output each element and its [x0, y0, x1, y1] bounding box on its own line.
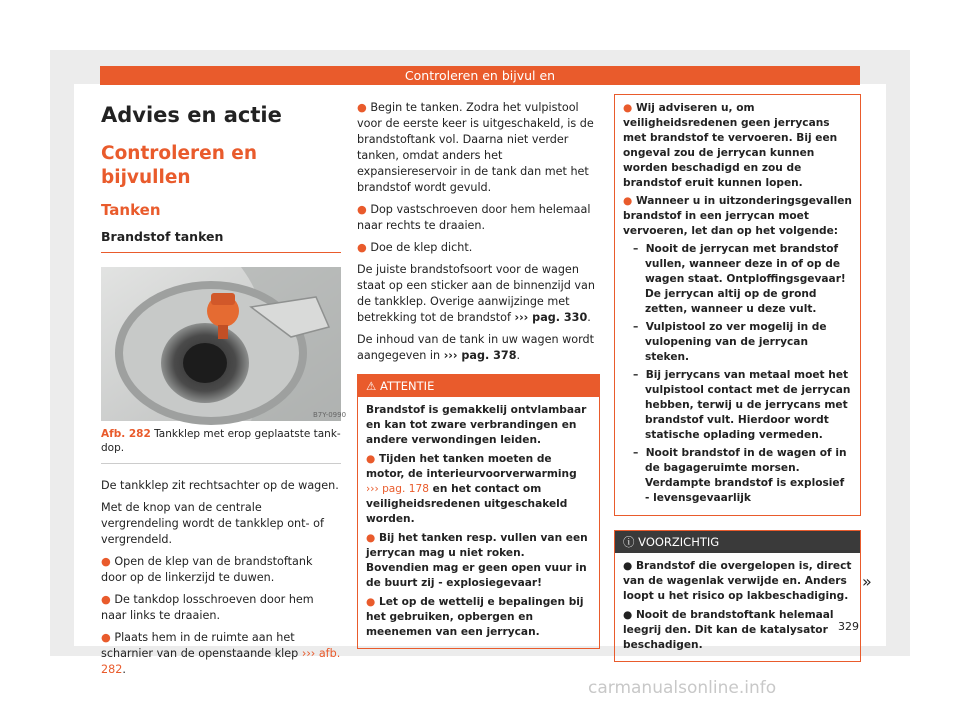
warning-header [358, 375, 599, 397]
page-reference-link[interactable]: ››› pag. 178 [366, 483, 429, 495]
dash-item: – Bij jerrycans van metaal moet het vulpistool contact met de jerrycan hebben, terwij u de jerrycans met brandstof vult. Hierdoor wordt statische oplading vermeden. [633, 369, 851, 441]
heading-advice: Advies en actie [101, 103, 282, 127]
bullet-icon: ● [101, 631, 111, 644]
bullet-icon: ● [357, 241, 367, 254]
caution-circle-icon: ⓘ [623, 535, 635, 549]
caption-text: Tankklep met erop geplaatste tankdop. [101, 428, 341, 454]
dash-item: – Vulpistool zo ver mogelij in de vulopening van de jerrycan steken. [633, 321, 827, 363]
caution-title: VOORZICHTIG [638, 535, 720, 549]
paragraph: Met de knop van de centrale vergrendeling wordt de tankklep ont- of vergrendeld. [101, 501, 324, 546]
warning-body [358, 397, 599, 648]
dash-item: – Nooit brandstof in de wagen of in de bagageruimte morsen. Verdampte brandstof is explosief - levensgevaarlijk [633, 447, 847, 504]
heading-refuel: Tanken [101, 201, 161, 219]
paragraph: De tankklep zit rechtsachter op de wagen. [101, 479, 339, 492]
section-header: Controleren en bijvul en [100, 66, 860, 85]
figure-reference-link[interactable]: ››› afb. 282 [101, 647, 341, 676]
list-item: ● Plaats hem in de ruimte aan het scharnier van de openstaande klep ››› afb. 282. [101, 631, 341, 676]
list-item: ● Open de klep van de brandstoftank door op de linkerzijd te duwen. [101, 555, 313, 584]
fuel-cap-figure [101, 267, 347, 421]
list-item: ● De tankdop losschroeven door hem naar links te draaien. [101, 593, 314, 622]
warning-triangle-icon: ⚠ [366, 379, 377, 393]
list-item: ● Bij het tanken resp. vullen van een jerrycan mag u niet roken. Bovendien mag er geen open vuur in de buurt zij - explosiegevaar! [366, 532, 588, 589]
column-1 [101, 100, 347, 684]
bullet-icon: ● [366, 596, 376, 608]
figure-caption [101, 427, 341, 464]
bullet-icon: ● [623, 195, 633, 207]
list-item: ● Doe de klep dicht. [357, 241, 473, 254]
page-reference-link[interactable]: ››› pag. 330 [514, 311, 588, 324]
bullet-icon: ● [357, 203, 367, 216]
caption-number: Afb. 282 [101, 428, 151, 440]
list-item: ● Wij adviseren u, om veiligheidsredenen geen jerrycans met brandstof te vervoeren. Bij een ongeval zou de jerrycan kunnen worden beschadigd en zou de brandstof eruit kunnen lopen. [623, 102, 838, 189]
bullet-icon: ● [357, 101, 367, 114]
warning-title: ATTENTIE [379, 379, 435, 393]
heading-fuel-refuel: Brandstof tanken [101, 228, 341, 253]
caution-box [614, 530, 861, 662]
figure-code: B7Y-0990 [313, 411, 347, 419]
dash-item: – Nooit de jerrycan met brandstof vullen, wanneer deze in of op de wagen staat. Ontploffingsgevaar! De jerrycan altij op de grond zetten, wanneer u deze vult. [633, 243, 846, 315]
list-item: ● Wanneer u in uitzonderingsgevallen brandstof in een jerrycan moet vervoeren, let dan op het volgende: [623, 195, 852, 237]
heading-check-refill: Controleren en bijvullen [101, 143, 258, 188]
continue-arrow-icon: » [862, 572, 872, 591]
caution-body [615, 553, 860, 661]
list-item: ● Begin te tanken. Zodra het vulpistool voor de eerste keer is uitgeschakeld, is de brandstoftank vol. Daarna niet verder tanken, omdat anders het expansiereservoir in de tank dan met het brandstof wordt gevuld. [357, 101, 594, 194]
paragraph: De juiste brandstofsoort voor de wagen staat op een sticker aan de binnenzijd van de tankklep. Overige aanwijzinge met betrekking tot de brandstof ››› pag. 330. [357, 263, 595, 324]
list-item: ● Let op de wettelij e bepalingen bij het gebruiken, opbergen en meenemen van een jerrycan. [366, 596, 584, 638]
list-item: ● Brandstof die overgelopen is, direct van de wagenlak verwijde en. Anders loopt u het risico op lakbeschadiging. [623, 560, 852, 602]
column-3 [614, 94, 861, 662]
watermark: carmanualsonline.info [588, 678, 777, 698]
fuel-flap-illustration [101, 267, 347, 421]
warning-box [357, 374, 600, 649]
bullet-icon: ● [101, 555, 111, 568]
caution-header [615, 531, 860, 553]
bullet-icon: ● [366, 532, 376, 544]
paragraph: De inhoud van de tank in uw wagen wordt aangegeven in ››› pag. 378. [357, 333, 595, 362]
bullet-icon: ● [366, 453, 376, 465]
list-item: ● Nooit de brandstoftank helemaal leegrij den. Dit kan de katalysator beschadigen. [623, 609, 834, 651]
column-2 [357, 100, 600, 649]
warning-text: Brandstof is gemakkelij ontvlambaar en kan tot zware verbrandingen en andere verwondingen leiden. [366, 404, 587, 446]
list-item: ● Dop vastschroeven door hem helemaal naar rechts te draaien. [357, 203, 591, 232]
page-reference-link[interactable]: ››› pag. 378 [443, 349, 517, 362]
list-item: ● Tijden het tanken moeten de motor, de interieurvoorverwarming ››› pag. 178 en het contact om veiligheidsredenen uitgeschakeld worden. [366, 453, 577, 525]
bullet-icon: ● [101, 593, 111, 606]
warning-continuation-box [614, 94, 861, 516]
bullet-icon: ● [623, 102, 633, 114]
page-number: 329 [838, 620, 859, 633]
